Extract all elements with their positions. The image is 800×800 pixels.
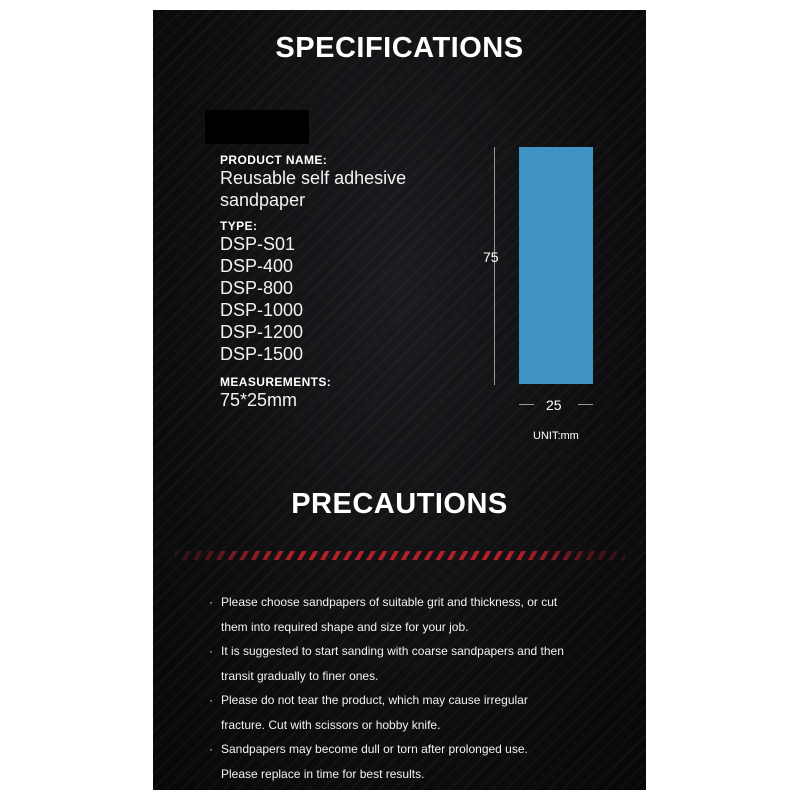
spec-details — [220, 154, 470, 411]
precaution-item — [209, 737, 629, 786]
precaution-line: Please choose sandpapers of suitable grit and thickness, or cut — [221, 595, 558, 609]
height-dimension-line — [494, 147, 495, 385]
sandpaper-diagram — [519, 147, 593, 384]
precaution-line: It is suggested to start sanding with coarse sandpapers and then — [221, 644, 564, 658]
precautions-title: PRECAUTIONS — [291, 488, 508, 520]
spec-sheet-panel — [153, 10, 646, 790]
type-item: DSP-S01 — [220, 234, 296, 254]
precautions-list — [209, 590, 629, 786]
type-item: DSP-1500 — [220, 344, 304, 364]
precaution-item — [209, 590, 629, 639]
measurements-value: 75*25mm — [220, 390, 298, 410]
precaution-line: them into required shape and size for your job. — [221, 619, 469, 634]
redacted-logo-box — [205, 110, 309, 144]
precaution-line: Sandpapers may become dull or torn after prolonged use. — [221, 742, 528, 756]
measurements-label: MEASUREMENTS: — [220, 375, 332, 389]
type-item: DSP-400 — [220, 256, 294, 276]
bullet-dot-icon: · — [209, 644, 213, 658]
bullet-dot-icon: · — [209, 693, 213, 707]
type-item: DSP-1000 — [220, 300, 304, 320]
precaution-item — [209, 639, 629, 688]
width-dimension-line-right — [578, 404, 593, 405]
type-item: DSP-1200 — [220, 322, 304, 342]
specifications-title: SPECIFICATIONS — [275, 32, 524, 64]
bullet-dot-icon: · — [209, 742, 213, 756]
precaution-line: fracture. Cut with scissors or hobby knife. — [221, 717, 441, 732]
precaution-line: Please do not tear the product, which may cause irregular — [221, 693, 528, 707]
precaution-line: Please replace in time for best results. — [221, 766, 425, 781]
product-name-label: PRODUCT NAME: — [220, 153, 328, 167]
bullet-dot-icon: · — [209, 595, 213, 609]
type-item: DSP-800 — [220, 278, 294, 298]
product-name-line-1: Reusable self adhesive — [220, 168, 407, 188]
width-dimension-label: 25 — [546, 397, 562, 413]
type-label: TYPE: — [220, 219, 258, 233]
red-hazard-stripe-divider — [175, 551, 625, 560]
height-dimension-label: 75 — [483, 249, 499, 265]
unit-label: UNIT:mm — [533, 430, 579, 442]
width-dimension-line-left — [519, 404, 534, 405]
precaution-item — [209, 688, 629, 737]
product-name-line-2: sandpaper — [220, 190, 306, 210]
precaution-line: transit gradually to finer ones. — [221, 668, 379, 683]
